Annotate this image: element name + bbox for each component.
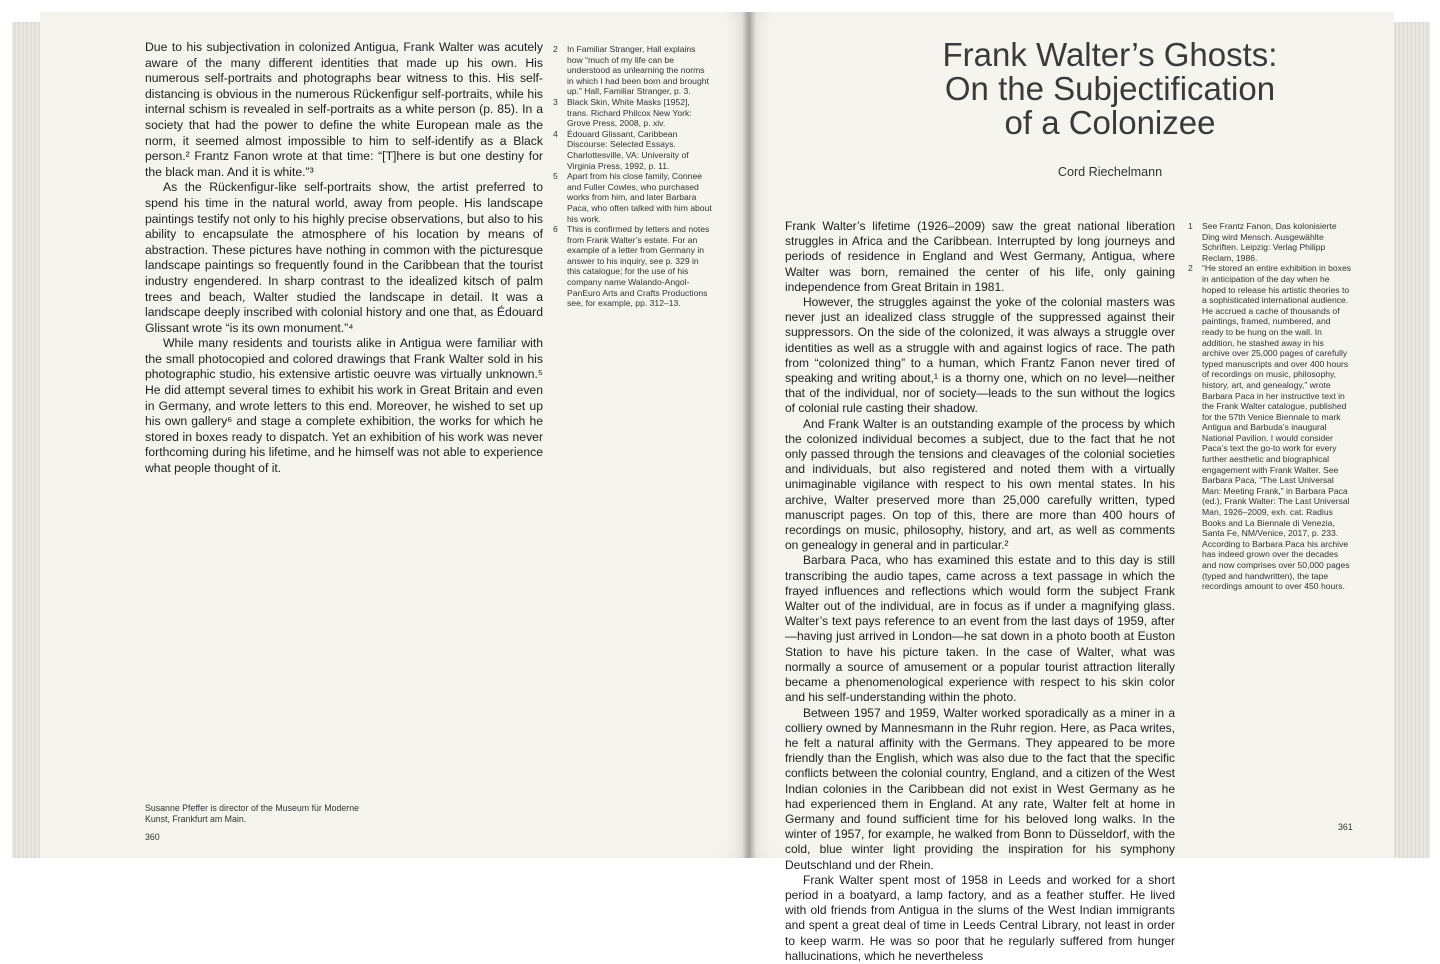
title-line: Frank Walter’s Ghosts: (942, 36, 1278, 73)
right-paragraph-2: However, the struggles against the yoke of the colonial masters was never just an idealized class struggle of the suppressed against their suppressors. On the side of the colonized, it was always a struggle over identities as well as a struggle with and against logics of race. The path from “colonized thing” to a human, which Frantz Fanon never tired of speaking and writing about,¹ is a thorny one, which on no level—neither that of the individual, nor of society—leads to the sun without the logics of colonial rule casting their shadow. (785, 295, 1175, 416)
title-line: On the Subjectification (944, 70, 1276, 107)
footnote: 2 “He stored an entire exhibition in boxes in anticipation of the day when he hoped to release his artistic theories to a sophisticated international audience. He accrued a cache of thousands of paintings, framed, numbered, and ready to be hung on the wall. In addition, he stashed away in his archive over 25,000 pages of carefully typed manuscripts and over 400 hours of recordings on music, philosophy, history, art, and genealogy,” wrote Barbara Paca in her instructive text in the Frank Walter catalogue, published for the 57th Venice Biennale to mark Antigua and Barbuda’s inaugural National Pavilion. I would consider Paca’s text the go-to work for every further aesthetic and biographical engagement with Frank Walter. See Barbara Paca, “The Last Universal Man: Meeting Frank,” in Barbara Paca (ed.), Frank Walter: The Last Universal Man, 1926–2009, exh. cat. Radius Books and La Biennale di Venezia, Santa Fe, NM/Venice, 2017, p. 233. According to Barbara Paca his archive has indeed grown over the decades and now comprises over 50,000 pages (typed and handwritten), the tape recordings amount to over 450 hours. (1188, 263, 1352, 592)
author-bio: Susanne Pfeffer is director of the Museum für Moderne Kunst, Frankfurt am Main. (145, 803, 360, 824)
title-line: of a Colonizee (1004, 104, 1216, 141)
footnote: 5 Apart from his close family, Connee and Fuller Cowles, who purchased works from him, and later Barbara Paca, who often talked with him about his work. (553, 171, 712, 224)
right-paragraph-5: Between 1957 and 1959, Walter worked sporadically as a miner in a colliery owned by Mannesmann in the Ruhr region. Here, as Paca writes, he felt a natural affinity with the Germans. They appeared to be more friendly than the English, which was also due to the fact that the specific conflicts between the colonial country, England, and a citizen of the West Indian colonies in the Caribbean did not exist in West Germany as he had experienced them in England. At any rate, Walter felt at home in Germany and found sufficient time for his beloved long walks. In the winter of 1957, for example, he walked from Bonn to Düsseldorf, with the cold, blue winter light providing the inspiration for his symphony Deutschland und der Rhein. (785, 705, 1175, 872)
article-author: Cord Riechelmann (1057, 165, 1163, 179)
right-footnotes (1188, 221, 1353, 592)
right-paragraph-3: And Frank Walter is an outstanding example of the process by which the colonized individual becomes a subject, due to the fact that he not only passed through the tensions and cleavages of the colonial societies and individuals, but also registered and noted them with a virtually unimaginable vigilance with respect to his own mental states. In his archive, Walter preserved more than 25,000 carefully written, typed manuscript pages. On top of this, there are more than 400 hours of recordings on music, philosophy, history, and art, as well as comments on genealogy in general and in particular.² (785, 416, 1175, 553)
book-gutter (742, 12, 756, 858)
left-body-text (145, 40, 543, 477)
left-page-number: 360 (145, 832, 160, 842)
left-paragraph-2: As the Rückenfigur-like self-portraits show, the artist preferred to spend his time in the natural world, away from people. His landscape paintings testify not only to his highly precise observations, but also to his ability to encapsulate the atmosphere of his location by means of abstraction. These pictures have nothing in common with the picturesque landscape paintings so frequently found in the Caribbean that the tourist industry engendered. In sharp contrast to the idealized kitsch of palm trees and beach, Walter studied the landscape in detail. It was a landscape deeply inscribed with colonial history and one that, as Édouard Glissant wrote “is its own monument.”⁴ (145, 180, 543, 335)
left-paragraph-3: While many residents and tourists alike in Antigua were familiar with the small photocopied and colored drawings that Frank Walter sold in his photographic studio, his extensive artistic oeuvre was virtually unknown.⁵ He did attempt several times to exhibit his work in Great Britain and even in Germany, and wrote letters to this end. Moreover, he wished to set up his own gallery⁶ and stage a complete exhibition, the works for which he stored in boxes ready to dispatch. Yet an exhibition of his work was never forthcoming during his lifetime, and he himself was not able to experience what people thought of it. (145, 336, 543, 476)
footnote: 4 Édouard Glissant, Caribbean Discourse: Selected Essays. Charlottesville, VA: University of Virginia Press, 1992, p. 11. (553, 128, 689, 171)
left-paragraph-1: Due to his subjectivation in colonized Antigua, Frank Walter was acutely aware of the many different identities that made up his own. His numerous self-portraits and photographs bear witness to this. His self-distancing is obvious in the numerous Rückenfigur self-portraits, while his internal schism is revealed in self-portraits as a white person (p. 85). In a society that had the power to define the white European male as the norm, it seemed almost impossible to him to self-identify as a Black person.² Frantz Fanon wrote at that time: “[T]here is but one destiny for the black man. And it is white.”³ (145, 40, 543, 179)
right-page-number: 361 (1338, 822, 1353, 832)
footnote: 1 See Frantz Fanon, Das kolonisierte Ding wird Mensch. Ausgewählte Schriften. Leipzig: Verlag Philipp Reclam, 1986. (1188, 221, 1337, 263)
article-title (900, 38, 1320, 140)
right-paragraph-4: Barbara Paca, who has examined this estate and to this day is still transcribing the audio tapes, came across a text passage in which the frayed influences and reflections which would form the subject Frank Walter out of the individual, are in focus as if under a magnifying glass. Walter’s text pays reference to an event from the last days of 1959, after—having just arrived in London—he sat down in a photo booth at Euston Station to have his picture taken. In the case of Walter, what was normally a source of amusement or a popular tourist attraction literally became a phenomenological experience with respect to his skin color and his self-understanding within the photo. (785, 553, 1175, 705)
footnote: 3 Black Skin, White Masks [1952], trans. Richard Philcox New York: Grove Press, 2008, p. xiv. (553, 96, 692, 129)
footnote: 2 In Familiar Stranger, Hall explains how “much of my life can be understood as unlearning the norms in which I had been born and brought up.” Hall, Familiar Stranger, p. 3. (553, 44, 709, 97)
left-footnotes (553, 44, 713, 309)
right-paragraph-1: Frank Walter’s lifetime (1926–2009) saw the great national liberation struggles in Africa and the Caribbean. Interrupted by long journeys and periods of residence in England and West Germany, Antigua, where Walter was born, remained the center of his life, only gaining independence from Great Britain in 1981. (785, 219, 1175, 294)
right-paragraph-6: Frank Walter spent most of 1958 in Leeds and worked for a short period in a boatyard, a lamp factory, and as a feather stuffer. He lived with old friends from Antigua in the slums of the West Indian immigrants and spent a great deal of time in Leeds Central Library, not least in order to keep warm. He was so poor that he regularly suffered from hunger hallucinations, which he nevertheless (785, 872, 1175, 963)
footnote: 6 This is confirmed by letters and notes from Frank Walter’s estate. For an example of a letter from Germany in answer to his inquiry, see p. 329 in this catalogue; for the use of his company name Walando-Angol-PanEuro Arts and Crafts Productions see, for example, pp. 312–13. (553, 224, 710, 309)
right-body-text (785, 219, 1175, 964)
right-page-stack (1390, 22, 1430, 858)
